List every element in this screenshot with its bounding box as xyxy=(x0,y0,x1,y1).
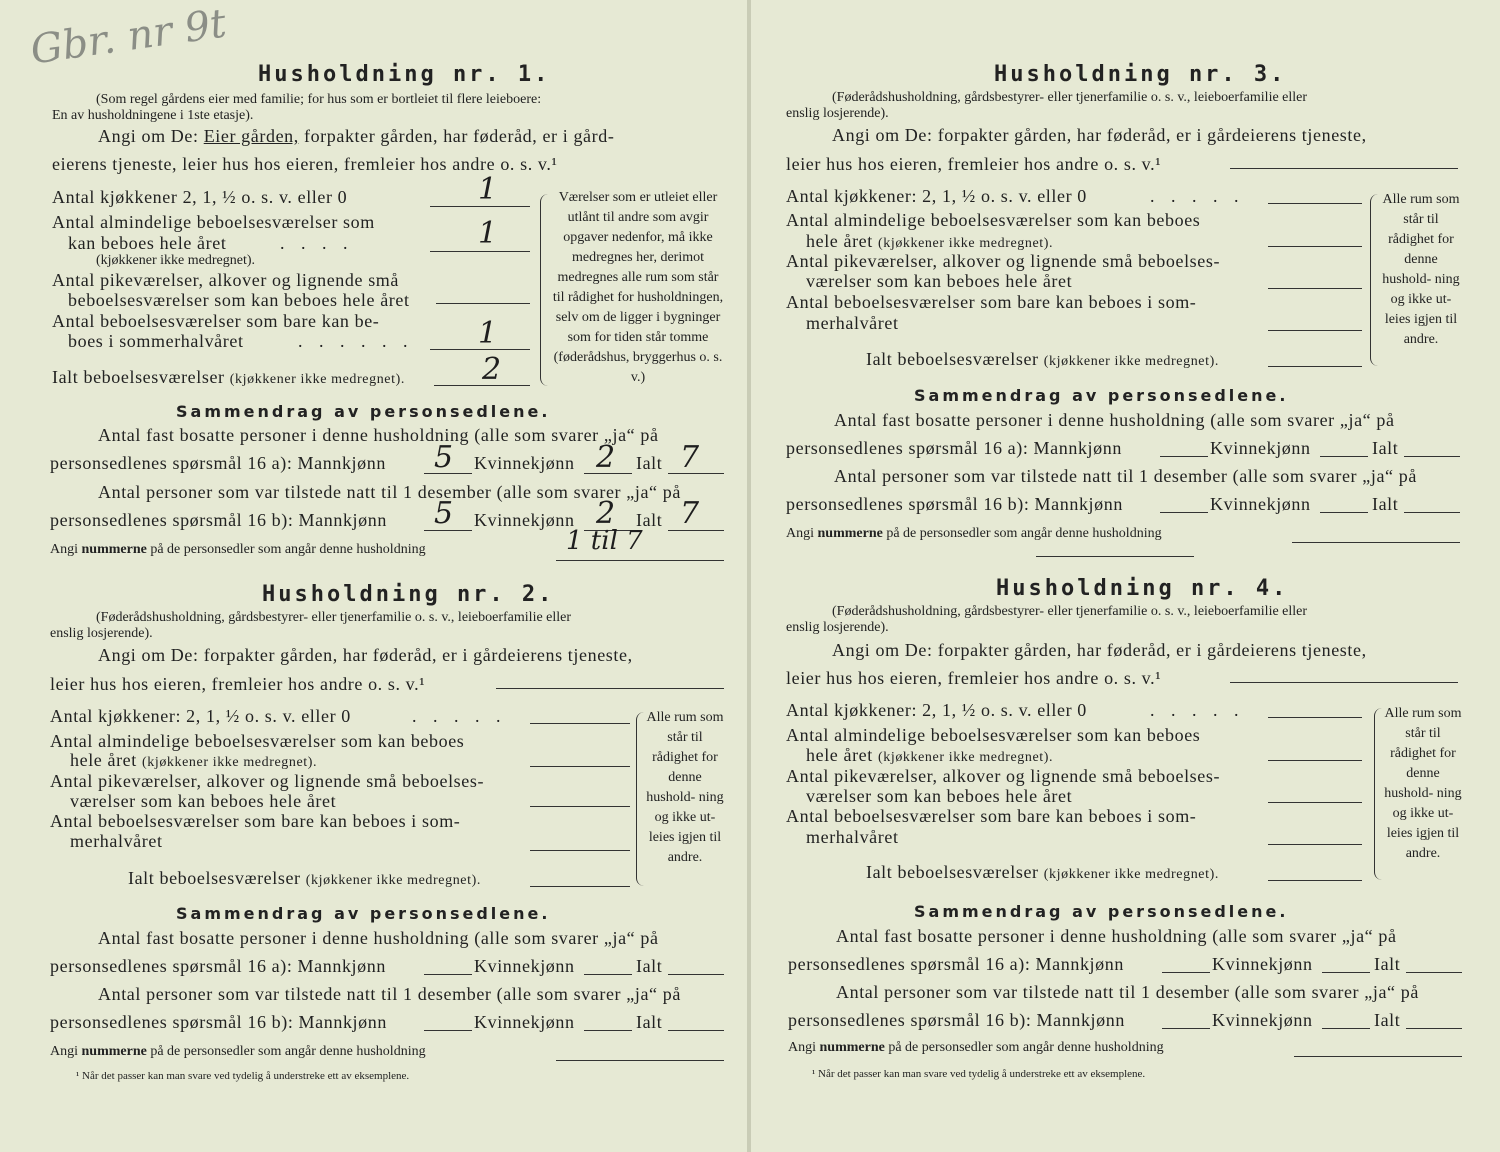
household-1-title: Husholdning nr. 1. xyxy=(258,62,551,87)
h3-a-k-line xyxy=(1320,456,1368,457)
h3-pike-label-b: værelser som kan beboes hele året xyxy=(806,271,1073,291)
h2-a-total-label: Ialt xyxy=(636,956,663,976)
h2-pike-label-a: Antal pikeværelser, alkover og lignende små beboelses- xyxy=(50,771,485,791)
h3-b-female-label: Kvinnekjønn xyxy=(1210,494,1311,514)
total-label-text: Ialt beboelsesværelser xyxy=(128,868,301,888)
household-2-title: Husholdning nr. 2. xyxy=(262,582,555,607)
h4-kitchens-label: Antal kjøkkener: 2, 1, ½ o. s. v. eller 0 xyxy=(786,700,1087,720)
h4-a-total-label: Ialt xyxy=(1374,954,1401,974)
h4-summer-label-a: Antal beboelsesværelser som bare kan beboes i som- xyxy=(786,806,1197,826)
h1-kitchens-label: Antal kjøkkener 2, 1, ½ o. s. v. eller 0 xyxy=(52,187,348,207)
h3-b-k-line xyxy=(1320,512,1368,513)
h2-pike-label-b: værelser som kan beboes hele året xyxy=(70,791,337,811)
h1-pike-label-b: beboelsesværelser som kan beboes hele året xyxy=(68,290,410,310)
h2-rooms-label-a: Antal almindelige beboelsesværelser som kan beboes xyxy=(50,731,465,751)
h2-summary-line-1: Antal fast bosatte personer i denne husholdning (alle som svarer „ja“ på xyxy=(98,928,659,948)
h1-numbers-line xyxy=(556,560,724,561)
h2-rooms-label-b xyxy=(70,750,317,771)
h1-total-label xyxy=(52,367,405,388)
dot-leader: . . . . . . xyxy=(298,331,414,351)
angi-suffix: på de personsedler som angår denne husholdning xyxy=(150,542,426,557)
h2-b-k-line xyxy=(584,1030,632,1031)
underlined-answer: Eier gården, xyxy=(203,126,299,146)
dot-leader: . . . . . xyxy=(1150,186,1245,206)
h2-total-label xyxy=(128,868,481,889)
h3-a-m-line xyxy=(1160,456,1208,457)
h2-angi-line xyxy=(496,688,724,689)
h3-a-total-label: Ialt xyxy=(1372,438,1399,458)
angi-bold: nummerne xyxy=(81,542,147,557)
angi-options: forpakter gården, har føderåd, er i gård- xyxy=(303,126,615,146)
h2-total-line xyxy=(530,886,630,887)
angi-suffix: på de personsedler som angår denne husholdning xyxy=(888,1040,1164,1055)
household-4-angi-line-1: Angi om De: forpakter gården, har føderåd, er i gårdeierens tjeneste, xyxy=(832,640,1367,660)
left-footnote: ¹ Når det passer kan man svare ved tydelig å understreke ett av eksemplene. xyxy=(76,1070,410,1082)
total-label-text: Ialt beboelsesværelser xyxy=(866,862,1039,882)
h4-b-total-label: Ialt xyxy=(1374,1010,1401,1030)
h2-a-m-line xyxy=(424,974,472,975)
dot-leader: . . . . . xyxy=(1150,700,1245,720)
h3-numbers-line xyxy=(1292,542,1460,543)
h3-pike-label-a: Antal pikeværelser, alkover og lignende små beboelses- xyxy=(786,251,1221,271)
total-label-note: (kjøkkener ikke medregnet). xyxy=(1043,354,1219,369)
h3-kitchens-label: Antal kjøkkener: 2, 1, ½ o. s. v. eller 0 xyxy=(786,186,1087,206)
h1-b-female-value: 2 xyxy=(596,496,616,531)
margin-scribble: Gbr. nr 9t xyxy=(27,0,230,74)
h4-pike-label-b: værelser som kan beboes hele året xyxy=(806,786,1073,806)
h1-a-total-value: 7 xyxy=(680,440,700,475)
h4-pike-label-a: Antal pikeværelser, alkover og lignende små beboelses- xyxy=(786,766,1221,786)
h1-a-male-value: 5 xyxy=(434,440,454,475)
household-3-angi-line-2: leier hus hos eieren, fremleier hos andre o. s. v.¹ xyxy=(786,154,1162,174)
h4-summer-label-b: merhalvåret xyxy=(806,827,899,847)
total-label-note: (kjøkkener ikke medregnet). xyxy=(305,873,481,888)
h1-numbers-value: 1 til 7 xyxy=(566,526,643,556)
h4-summary-line-3: Antal personer som var tilstede natt til 1 desember (alle som svarer „ja“ på xyxy=(836,982,1419,1002)
h4-total-line xyxy=(1268,880,1362,881)
rooms-label-note: (kjøkkener ikke medregnet). xyxy=(877,750,1054,765)
household-4-title: Husholdning nr. 4. xyxy=(996,576,1289,601)
h2-summary-title: Sammendrag av personsedlene. xyxy=(176,904,551,923)
h2-pike-line xyxy=(530,806,630,807)
h1-summary-line-4: personsedlenes spørsmål 16 b): Mannkjønn xyxy=(50,510,387,530)
angi-suffix: på de personsedler som angår denne husholdning xyxy=(886,526,1162,541)
h3-rooms-label-b xyxy=(806,231,1053,252)
h4-side-note: Alle rum som står til rådighet for denne hushold- ning og ikke ut- leies igjen til andre. xyxy=(1384,706,1462,861)
h4-angi-numbers xyxy=(788,1040,1164,1056)
household-3-paren-2: enslig losjerende). xyxy=(786,106,889,121)
total-label-text: Ialt beboelsesværelser xyxy=(866,349,1039,369)
h3-b-m-line xyxy=(1160,512,1208,513)
household-4-angi-line-2: leier hus hos eieren, fremleier hos andre o. s. v.¹ xyxy=(786,668,1162,688)
h4-total-label xyxy=(866,862,1219,883)
household-1-angi-line-2: eierens tjeneste, leier hus hos eieren, fremleier hos andre o. s. v.¹ xyxy=(52,154,558,174)
h3-total-line xyxy=(1268,366,1362,367)
h4-b-female-label: Kvinnekjønn xyxy=(1212,1010,1313,1030)
h2-summary-line-4: personsedlenes spørsmål 16 b): Mannkjønn xyxy=(50,1012,387,1032)
right-footnote: ¹ Når det passer kan man svare ved tydelig å understreke ett av eksemplene. xyxy=(812,1068,1146,1080)
h2-b-total-label: Ialt xyxy=(636,1012,663,1032)
household-2-angi-line-2: leier hus hos eieren, fremleier hos andre o. s. v.¹ xyxy=(50,674,426,694)
h4-numbers-line xyxy=(1294,1056,1462,1057)
h4-angi-line xyxy=(1230,682,1458,683)
h2-rooms-line xyxy=(530,766,630,767)
h1-pike-line xyxy=(436,303,530,304)
household-3-paren-1: (Føderådshusholdning, gårdsbestyrer- eller tjenerfamilie o. s. v., leieboerfamilie eller xyxy=(832,90,1308,105)
h2-b-female-label: Kvinnekjønn xyxy=(474,1012,575,1032)
h3-rooms-label-a: Antal almindelige beboelsesværelser som kan beboes xyxy=(786,210,1201,230)
angi-prefix: Angi xyxy=(786,526,814,541)
h3-summary-title: Sammendrag av personsedlene. xyxy=(914,386,1289,405)
household-2-paren-1: (Føderådshusholdning, gårdsbestyrer- eller tjenerfamilie o. s. v., leieboerfamilie eller xyxy=(96,610,572,625)
h4-rooms-label-a: Antal almindelige beboelsesværelser som kan beboes xyxy=(786,725,1201,745)
household-3-title: Husholdning nr. 3. xyxy=(994,62,1287,87)
household-4-paren-1: (Føderådshusholdning, gårdsbestyrer- eller tjenerfamilie o. s. v., leieboerfamilie eller xyxy=(832,604,1308,619)
h2-a-t-line xyxy=(668,974,724,975)
angi-bold: nummerne xyxy=(81,1044,147,1059)
h4-a-t-line xyxy=(1406,972,1462,973)
h1-b-total-label: Ialt xyxy=(636,510,663,530)
h1-rooms-note: (kjøkkener ikke medregnet). xyxy=(96,253,255,268)
bracket xyxy=(540,194,551,386)
h3-summary-line-4: personsedlenes spørsmål 16 b): Mannkjønn xyxy=(786,494,1123,514)
h3-summary-line-1: Antal fast bosatte personer i denne husholdning (alle som svarer „ja“ på xyxy=(834,410,1395,430)
h4-b-k-line xyxy=(1322,1028,1370,1029)
household-2-angi-line-1: Angi om De: forpakter gården, har føderåd, er i gårdeierens tjeneste, xyxy=(98,645,633,665)
household-2-paren-2: enslig losjerende). xyxy=(50,626,153,641)
h1-a-female-label: Kvinnekjønn xyxy=(474,453,575,473)
h4-b-m-line xyxy=(1162,1028,1210,1029)
h3-summary-line-2: personsedlenes spørsmål 16 a): Mannkjønn xyxy=(786,438,1122,458)
h2-b-t-line xyxy=(668,1030,724,1031)
h4-a-k-line xyxy=(1322,972,1370,973)
h1-pike-label-a: Antal pikeværelser, alkover og lignende små xyxy=(52,270,399,290)
h3-b-total-label: Ialt xyxy=(1372,494,1399,514)
section-divider xyxy=(1036,556,1194,557)
h2-summer-line xyxy=(530,850,630,851)
h3-summer-label-b: merhalvåret xyxy=(806,313,899,333)
h2-angi-numbers xyxy=(50,1044,426,1060)
h1-summer-label-b: boes i sommerhalvåret xyxy=(68,331,244,351)
h4-summary-title: Sammendrag av personsedlene. xyxy=(914,902,1289,921)
rooms-label-note: (kjøkkener ikke medregnet). xyxy=(141,755,318,770)
h2-summer-label-b: merhalvåret xyxy=(70,831,163,851)
h4-a-female-label: Kvinnekjønn xyxy=(1212,954,1313,974)
h3-pike-line xyxy=(1268,288,1362,289)
h2-side-note: Alle rum som står til rådighet for denne hushold- ning og ikke ut- leies igjen til andre. xyxy=(646,710,724,865)
total-label-text: Ialt beboelsesværelser xyxy=(52,367,225,387)
h2-a-k-line xyxy=(584,974,632,975)
household-1-angi-line-1 xyxy=(98,126,614,147)
h2-numbers-line xyxy=(556,1060,724,1061)
h3-total-label xyxy=(866,349,1219,370)
h1-b-male-value: 5 xyxy=(434,496,454,531)
h1-summary-line-2: personsedlenes spørsmål 16 a): Mannkjønn xyxy=(50,453,386,473)
h4-kitchens-line xyxy=(1268,717,1362,718)
page-fold xyxy=(747,0,751,1152)
h1-angi-numbers xyxy=(50,542,426,558)
h4-rooms-line xyxy=(1268,760,1362,761)
rooms-label-text: hele året xyxy=(806,745,873,765)
h4-a-m-line xyxy=(1162,972,1210,973)
household-1-paren-1: (Som regel gårdens eier med familie; for hus som er bortleiet til flere leieboere: xyxy=(96,92,542,107)
angi-suffix: på de personsedler som angår denne husholdning xyxy=(150,1044,426,1059)
h2-kitchens-line xyxy=(530,723,630,724)
h3-angi-line xyxy=(1230,168,1458,169)
rooms-label-text: hele året xyxy=(70,750,137,770)
h2-kitchens-label: Antal kjøkkener: 2, 1, ½ o. s. v. eller 0 xyxy=(50,706,351,726)
angi-prefix: Angi xyxy=(788,1040,816,1055)
h3-side-note: Alle rum som står til rådighet for denne hushold- ning og ikke ut- leies igjen til andre. xyxy=(1382,192,1460,347)
h4-summer-line xyxy=(1268,844,1362,845)
dot-leader: . . . . xyxy=(280,233,354,253)
h1-kitchens-value: 1 xyxy=(478,172,498,207)
h3-a-t-line xyxy=(1404,456,1460,457)
h2-summer-label-a: Antal beboelsesværelser som bare kan beboes i som- xyxy=(50,811,461,831)
rooms-label-note: (kjøkkener ikke medregnet). xyxy=(877,236,1054,251)
household-1-paren-2: En av husholdningene i 1ste etasje). xyxy=(52,108,254,123)
h2-b-m-line xyxy=(424,1030,472,1031)
h1-b-female-label: Kvinnekjønn xyxy=(474,510,575,530)
h4-pike-line xyxy=(1268,802,1362,803)
angi-bold: nummerne xyxy=(819,1040,885,1055)
h4-summary-line-2: personsedlenes spørsmål 16 a): Mannkjønn xyxy=(788,954,1124,974)
h1-a-female-value: 2 xyxy=(596,440,616,475)
h4-summary-line-1: Antal fast bosatte personer i denne husholdning (alle som svarer „ja“ på xyxy=(836,926,1397,946)
h3-summer-line xyxy=(1268,330,1362,331)
h3-a-female-label: Kvinnekjønn xyxy=(1210,438,1311,458)
h4-rooms-label-b xyxy=(806,745,1053,766)
h1-summary-line-1: Antal fast bosatte personer i denne husholdning (alle som svarer „ja“ på xyxy=(98,425,659,445)
h3-kitchens-line xyxy=(1268,203,1362,204)
h1-summary-line-3: Antal personer som var tilstede natt til 1 desember (alle som svarer „ja“ på xyxy=(98,482,681,502)
total-label-note: (kjøkkener ikke medregnet). xyxy=(1043,867,1219,882)
h1-summer-label-a: Antal beboelsesværelser som bare kan be- xyxy=(52,311,380,331)
household-3-angi-line-1: Angi om De: forpakter gården, har føderåd, er i gårdeierens tjeneste, xyxy=(832,125,1367,145)
dot-leader: . . . . . xyxy=(412,706,507,726)
angi-prefix: Angi xyxy=(50,1044,78,1059)
household-4-paren-2: enslig losjerende). xyxy=(786,620,889,635)
h1-a-total-label: Ialt xyxy=(636,453,663,473)
h1-rooms-label-a: Antal almindelige beboelsesværelser som xyxy=(52,212,375,232)
angi-prefix: Angi xyxy=(50,542,78,557)
h1-rooms-label-b: kan beboes hele året xyxy=(68,233,227,253)
angi-label: Angi om De: xyxy=(98,126,199,146)
h1-side-note: Værelser som er utleiet eller utlånt til andre som avgir opgaver nedenfor, må ikke medregnes her, derimot medregnes alle rum som står til rådighet for husholdningen, selv om de ligger i bygninger som for tiden står tomme (føderådshus, bryggerhus o. s. v.) xyxy=(552,190,724,385)
h3-summary-line-3: Antal personer som var tilstede natt til 1 desember (alle som svarer „ja“ på xyxy=(834,466,1417,486)
h1-rooms-value: 1 xyxy=(478,216,498,251)
h2-summary-line-2: personsedlenes spørsmål 16 a): Mannkjønn xyxy=(50,956,386,976)
angi-bold: nummerne xyxy=(817,526,883,541)
h3-rooms-line xyxy=(1268,246,1362,247)
total-label-note: (kjøkkener ikke medregnet). xyxy=(229,372,405,387)
h1-b-total-value: 7 xyxy=(680,496,700,531)
h4-summary-line-4: personsedlenes spørsmål 16 b): Mannkjønn xyxy=(788,1010,1125,1030)
h1-summer-value: 1 xyxy=(478,316,498,351)
h1-summary-title: Sammendrag av personsedlene. xyxy=(176,402,551,421)
rooms-label-text: hele året xyxy=(806,231,873,251)
h1-rooms-line xyxy=(430,251,530,252)
h3-summer-label-a: Antal beboelsesværelser som bare kan beboes i som- xyxy=(786,292,1197,312)
h2-summary-line-3: Antal personer som var tilstede natt til 1 desember (alle som svarer „ja“ på xyxy=(98,984,681,1004)
h1-total-value: 2 xyxy=(482,352,502,387)
h4-b-t-line xyxy=(1406,1028,1462,1029)
h2-a-female-label: Kvinnekjønn xyxy=(474,956,575,976)
h3-b-t-line xyxy=(1404,512,1460,513)
h3-angi-numbers xyxy=(786,526,1162,542)
